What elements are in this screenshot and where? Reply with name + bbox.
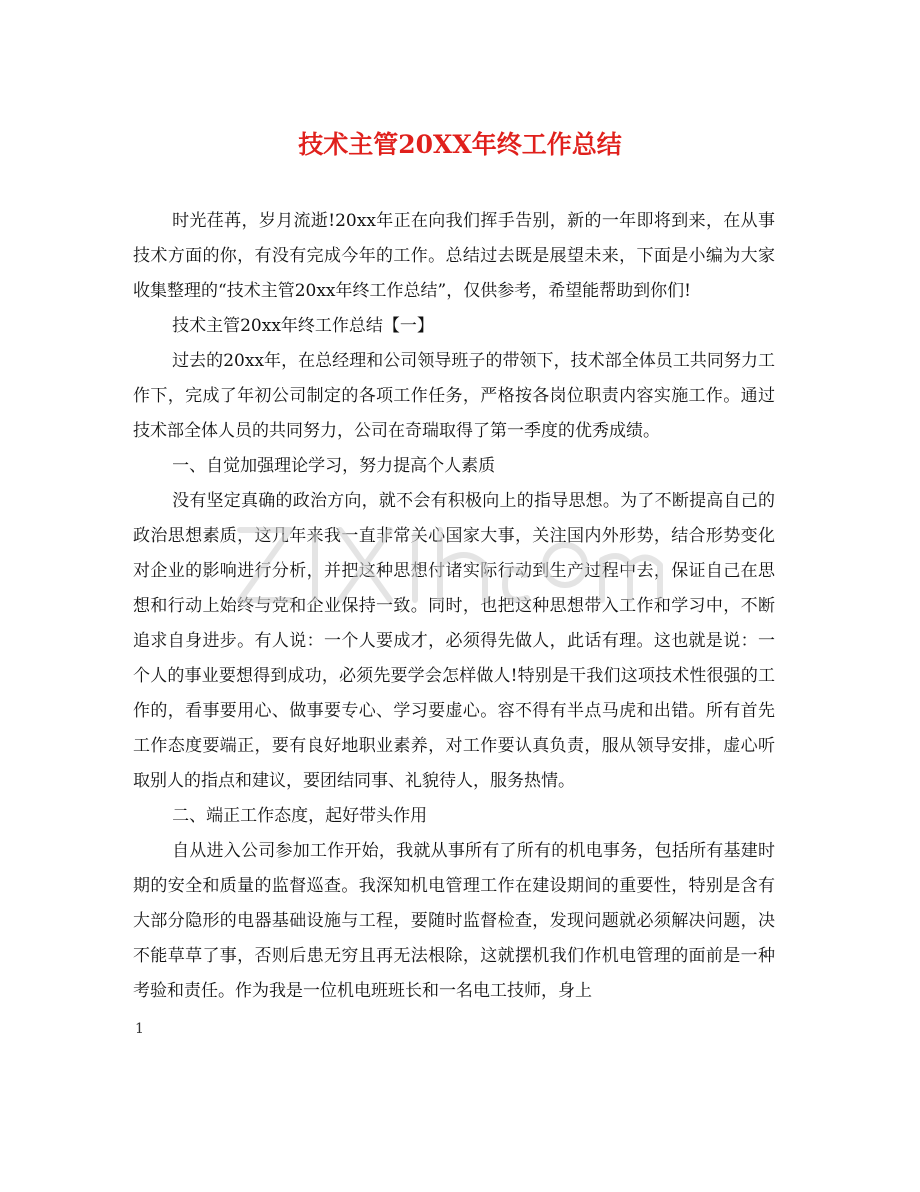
intro-paragraph: 时光荏苒，岁月流逝!20xx年正在向我们挥手告别，新的一年即将到来，在从事技术方面的你，有没有完成今年的工作。总结过去既是展望未来，下面是小编为大家收集整理的“技术主管20xx年终工作总结”，仅供参考，希望能帮助到你们! <box>133 211 775 301</box>
body-paragraph: 过去的20xx年，在总经理和公司领导班子的带领下，技术部全体员工共同努力工作下，完成了年初公司制定的各项工作任务，严格按各岗位职责内容实施工作。通过技术部全体人员的共同努力，公司在奇瑞取得了第一季度的优秀成绩。 <box>133 351 775 441</box>
body-paragraph: 没有坚定真确的政治方向，就不会有积极向上的指导思想。为了不断提高自己的政治思想素质，这几年来我一直非常关心国家大事，关注国内外形势，结合形势变化对企业的影响进行分析，并把这种思想付诸实际行动到生产过程中去，保证自己在思想和行动上始终与党和企业保持一致。同时，也把这种思想带入工作和学习中，不断追求自身进步。有人说：一个人要成才，必须得先做人，此话有理。这也就是说：一个人的事业要想得到成功，必须先要学会怎样做人!特别是干我们这项技术性很强的工作的，看事要用心、做事要专心、学习要虚心。容不得有半点马虎和出错。所有首先工作态度要端正，要有良好地职业素养，对工作要认真负责，服从领导安排，虚心听取别人的指点和建议，要团结同事、礼貌待人，服务热情。 <box>133 491 775 791</box>
page-title: 技术主管20XX年终工作总结 <box>298 130 622 159</box>
subheading-theory-study: 一、自觉加强理论学习，努力提高个人素质 <box>172 456 496 476</box>
document-body <box>133 204 775 1009</box>
section-heading-one: 技术主管20xx年终工作总结【一】 <box>172 316 434 336</box>
page-number: 1 <box>135 1021 144 1037</box>
subheading-work-attitude: 二、端正工作态度，起好带头作用 <box>172 806 428 826</box>
body-paragraph: 自从进入公司参加工作开始，我就从事所有了所有的机电事务，包括所有基建时期的安全和质量的监督巡查。我深知机电管理工作在建设期间的重要性，特别是含有大部分隐形的电器基础设施与工程，要随时监督检查，发现问题就必须解决问题，决不能草草了事，否则后患无穷且再无法根除，这就摆机我们作机电管理的面前是一种考验和责任。作为我是一位机电班班长和一名电工技师，身上 <box>133 841 775 1001</box>
